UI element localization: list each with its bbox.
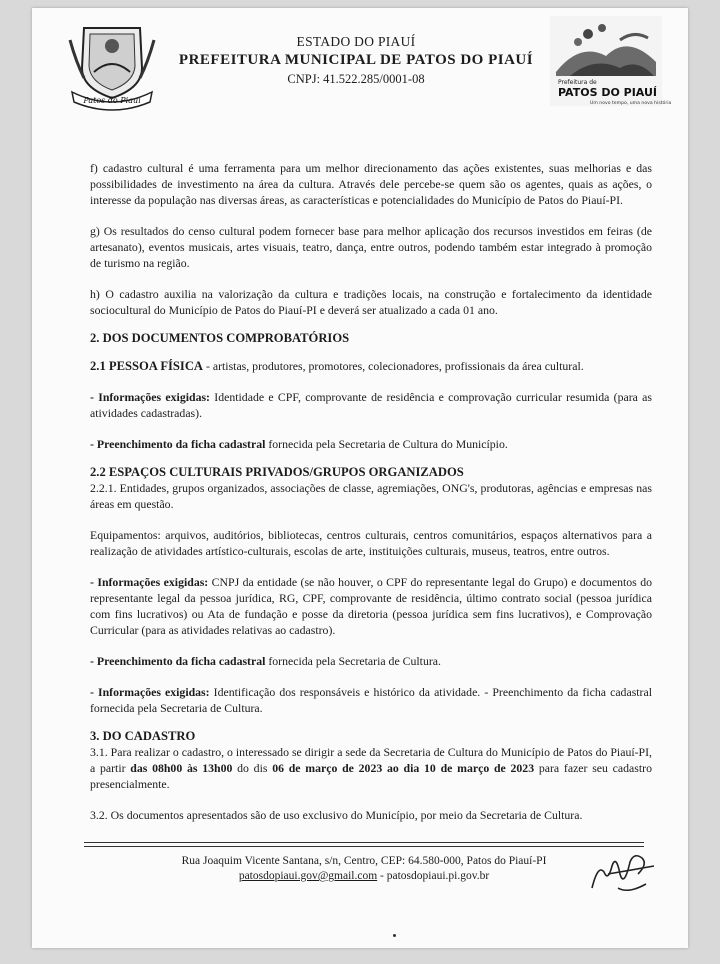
municipal-crest-logo (66, 22, 158, 110)
footer-email-link[interactable]: patosdopiaui.gov@gmail.com (238, 870, 378, 882)
state-name: ESTADO DO PIAUÍ (296, 34, 416, 49)
municipality-name: PREFEITURA MUNICIPAL DE PATOS DO PIAUÍ (178, 52, 534, 68)
section-2-1-info: - Informações exigidas: Identidade e CPF, comprovante de residência e comprovação curricular resumida (para as atividades cadastradas). (90, 390, 653, 420)
section-2-1-ficha: - Preenchimento da ficha cadastral fornecida pela Secretaria de Cultura do Município. (90, 437, 508, 451)
section-3-1-paragraph: 3.1. Para realizar o cadastro, o interessado se dirigir a sede da Secretaria de Cultura do Município de Patos do Piauí-PI, a partir das 08h00 às 13h00 do dis 06 de março de 2023 ao dia 10 de março de 2023 para fazer seu cadastro presencialmente. (90, 745, 652, 791)
footer-divider-bottom (84, 846, 644, 847)
letterhead (162, 34, 550, 87)
section-2-2-1-paragraph: 2.2.1. Entidades, grupos organizados, associações de classe, agremiações, ONG's, produtoras, agências e empresas nas áreas em questão. (90, 481, 652, 511)
section-2-2-ficha: - Preenchimento da ficha cadastral fornecida pela Secretaria de Cultura. (90, 654, 441, 668)
footer-divider-top (84, 842, 644, 843)
handwritten-signature (588, 844, 660, 900)
section-2-2-heading: 2.2 ESPAÇOS CULTURAIS PRIVADOS/GRUPOS ORGANIZADOS (90, 465, 464, 479)
document-body (90, 160, 652, 823)
equipamentos-paragraph: Equipamentos: arquivos, auditórios, bibliotecas, centros culturais, centros comunitários, espaços alternativos para a realização de atividades artístico-culturais, escolas de arte, instituições culturais, museus, teatros, entre outros. (90, 528, 652, 558)
paragraph-h: h) O cadastro auxilia na valorização da cultura e tradições locais, na construção e fortalecimento da identidade sociocultural do Município de Patos do Piauí-PI e deverá ser atualizado a cada 01 ano. (90, 287, 652, 317)
footer-contact (84, 869, 644, 884)
section-2-2-info-2: - Informações exigidas: Identificação dos responsáveis e histórico da atividade. - Preenchimento da ficha cadastral fornecida pela Secretaria de Cultura. (90, 685, 653, 715)
cnpj-number: CNPJ: 41.522.285/0001-08 (287, 72, 425, 86)
scan-mark (393, 934, 396, 937)
prefeitura-logo (550, 16, 672, 106)
footer (84, 854, 644, 884)
section-2-1-heading: 2.1 PESSOA FÍSICA (90, 359, 204, 373)
logo-small-text: Prefeitura de (558, 79, 597, 86)
section-2-1-paragraph: 2.1 PESSOA FÍSICA - artistas, produtores, promotores, colecionadores, profissionais da área cultural. (90, 359, 584, 373)
crest-banner-text: Patos do Piauí (83, 96, 141, 105)
section-2-heading: 2. DOS DOCUMENTOS COMPROBATÓRIOS (90, 331, 350, 345)
logo-slogan-text: Um novo tempo, uma nova história (590, 101, 672, 106)
document-page (32, 8, 688, 948)
paragraph-f: f) cadastro cultural é uma ferramenta para um melhor direcionamento das ações existentes, suas melhorias e das possibilidades de investimento na área da cultura. Através dele percebe-se quem são os agentes, quais as ações, o interesse da população nas diversas áreas, as características e potencialidades do Município de Patos do Piauí-PI. (90, 161, 652, 207)
logo-title-text: PATOS DO PIAUÍ (558, 86, 657, 99)
section-3-2-paragraph: 3.2. Os documentos apresentados são de uso exclusivo do Município, por meio da Secretaria de Cultura. (90, 808, 583, 822)
footer-address: Rua Joaquim Vicente Santana, s/n, Centro, CEP: 64.580-000, Patos do Piauí-PI (181, 855, 547, 867)
section-3-heading: 3. DO CADASTRO (90, 729, 196, 743)
paragraph-g: g) Os resultados do censo cultural podem fornecer base para melhor aplicação dos recursos investidos em feiras (de artesanato), eventos musicais, artes visuais, teatro, dança, entre outros, podendo também estar integrado à promoção de turismo na região. (90, 224, 652, 270)
section-2-2-info: - Informações exigidas: CNPJ da entidade (se não houver, o CPF do representante legal do Grupo) e documentos do representante legal da pessoa jurídica, RG, CPF, comprovante de residência, último contrato social (pessoa jurídica com fins lucrativos) ou Ata de fundação e posse da diretoria (pessoa jurídica sem fins lucrativos), e Comprovação Curricular (para as atividades relativas ao cadastro). (90, 575, 652, 637)
footer-website: - patosdopiaui.pi.gov.br (377, 870, 490, 882)
